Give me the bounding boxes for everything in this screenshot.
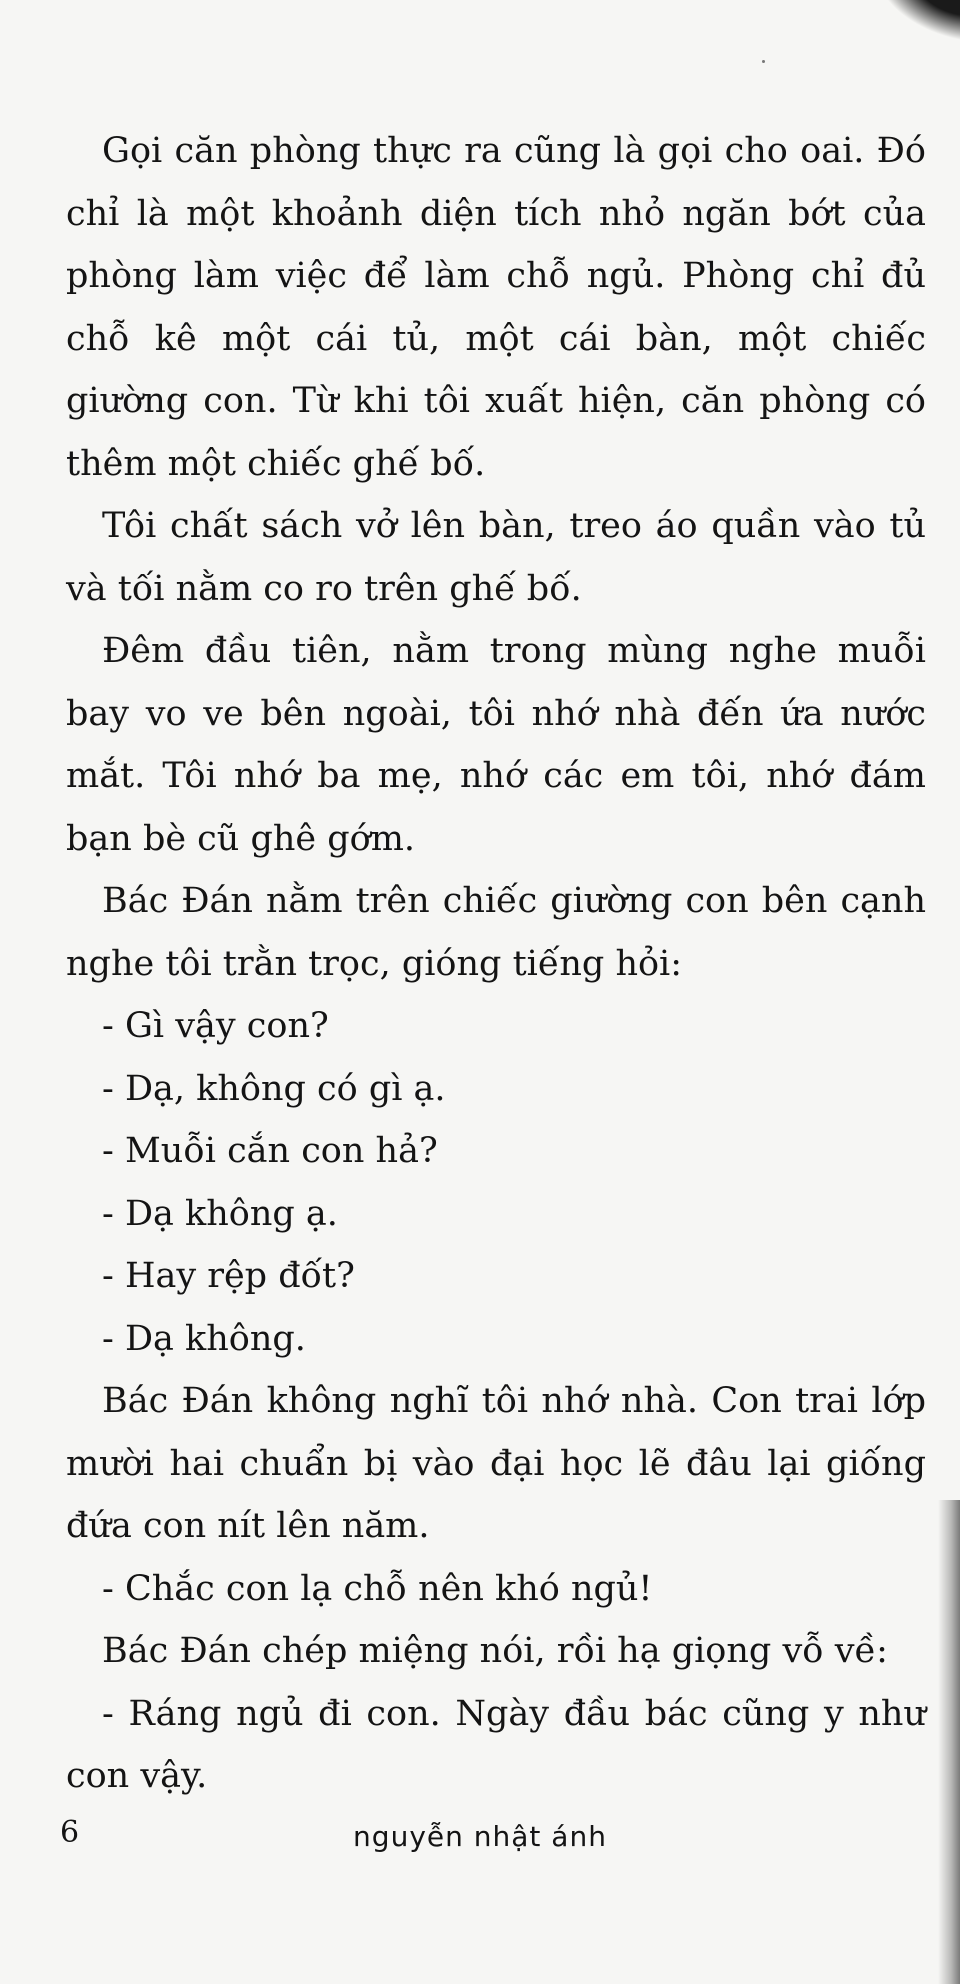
paragraph: Bác Đán không nghĩ tôi nhớ nhà. Con trai lớp mười hai chuẩn bị vào đại học lẽ đâu lại giống đứa con nít lên năm.	[66, 1381, 926, 1546]
dialog-line: - Muỗi cắn con hả?	[102, 1131, 438, 1171]
dialog-line: - Ráng ngủ đi con. Ngày đầu bác cũng y như con vậy.	[66, 1693, 926, 1796]
paragraph: Tôi chất sách vở lên bàn, treo áo quần vào tủ và tối nằm co ro trên ghế bố.	[66, 506, 926, 609]
paragraph: Gọi căn phòng thực ra cũng là gọi cho oai. Đó chỉ là một khoảnh diện tích nhỏ ngăn bớt của phòng làm việc để làm chỗ ngủ. Phòng chỉ đủ chỗ kê một cái tủ, một cái bàn, một chiếc giường con. Từ khi tôi xuất hiện, căn phòng có thêm một chiếc ghế bố.	[66, 131, 926, 484]
page-edge-shadow	[938, 1500, 960, 1984]
paragraph: Bác Đán chép miệng nói, rồi hạ giọng vỗ về:	[102, 1631, 888, 1671]
paragraph: Đêm đầu tiên, nằm trong mùng nghe muỗi bay vo ve bên ngoài, tôi nhớ nhà đến ứa nước mắt. Tôi nhớ ba mẹ, nhớ các em tôi, nhớ đám bạn bè cũ ghê gớm.	[66, 631, 926, 859]
dialog-line: - Chắc con lạ chỗ nên khó ngủ!	[102, 1568, 653, 1609]
page-corner-shadow	[862, 0, 960, 47]
dialog-line: - Dạ không.	[102, 1318, 306, 1359]
paragraph: Bác Đán nằm trên chiếc giường con bên cạnh nghe tôi trằn trọc, gióng tiếng hỏi:	[66, 881, 926, 984]
paper-speck	[762, 60, 765, 63]
body-text	[66, 120, 926, 1808]
page-number: 6	[60, 1815, 80, 1850]
running-footer-author: nguyễn nhật ánh	[353, 1820, 607, 1853]
dialog-line: - Dạ, không có gì ạ.	[102, 1068, 446, 1109]
dialog-line: - Dạ không ạ.	[102, 1193, 338, 1234]
dialog-line: - Gì vậy con?	[102, 1006, 329, 1046]
dialog-line: - Hay rệp đốt?	[102, 1256, 355, 1296]
